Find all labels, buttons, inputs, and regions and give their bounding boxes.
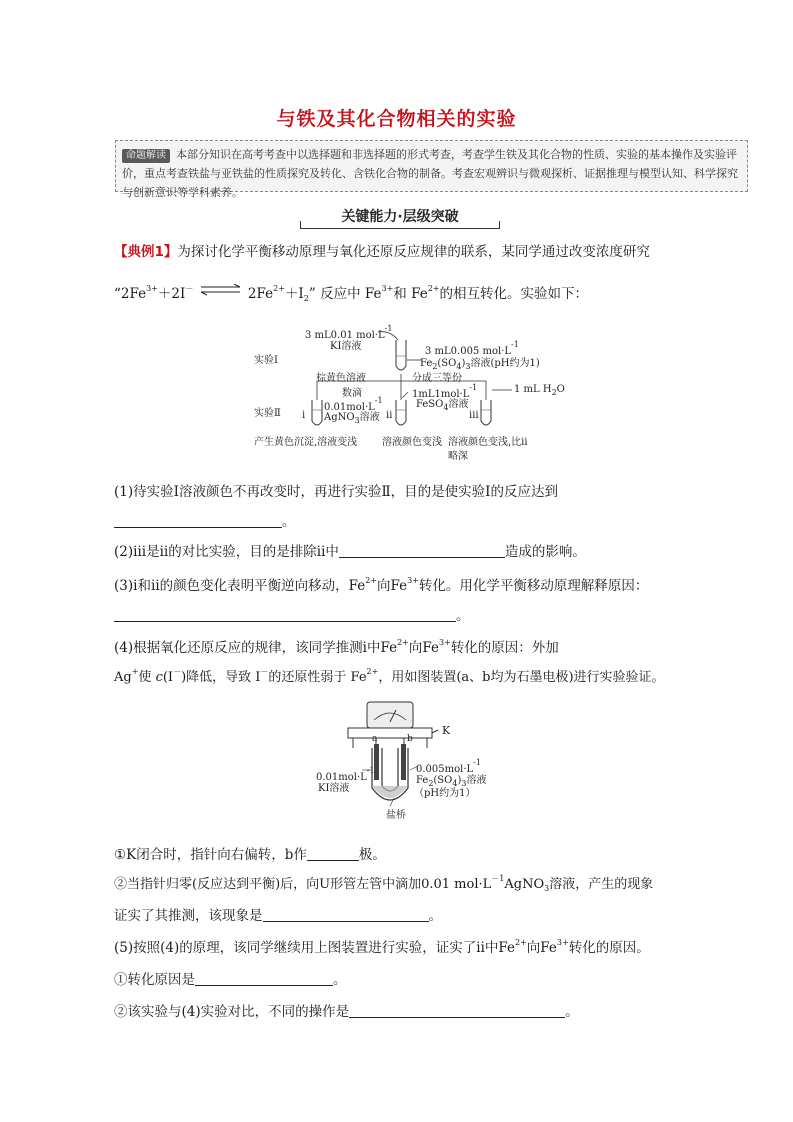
answer-blank-4-2[interactable]	[263, 907, 429, 922]
intro-box	[115, 140, 748, 199]
eq-sub: 2	[303, 294, 309, 303]
eq-charge: 3+	[146, 284, 158, 293]
question-4-line-2: Ag+使 c(I－)降低，导致 I－的还原性弱于 $Fe^{2+}$，用如图装置(a、b均为石墨电极)进行实验验证。	[114, 667, 665, 685]
tube-iii-label: ⅲ	[469, 410, 479, 421]
question-4-1: ①K闭合时，指针向右偏转，b作 极。	[114, 847, 386, 863]
eq-charge: 3+	[381, 284, 394, 293]
answer-blank-4-1[interactable]	[307, 846, 359, 861]
tube-ii-label: ⅱ	[386, 410, 393, 421]
question-5: (5)按照(4)的原理，该同学继续用上图装置进行实验，证实了ⅱ中$Fe^{2+}$向$Fe^{3+}$转化的原因。	[114, 938, 650, 956]
switch-k: K	[442, 724, 451, 737]
result-iii: 溶液颜色变浅,比ⅱ	[448, 437, 528, 448]
ki-concentration: 3 mL0.01 $mol\cdot L^{-1}$	[305, 324, 393, 341]
electrode-b: b	[407, 734, 413, 744]
eq-charge: －	[185, 284, 194, 293]
fe-name: $Fe_2(SO_4)_3$溶液(pH约为1)	[420, 358, 540, 371]
equation-line	[114, 282, 588, 303]
exp2-label: 实验Ⅱ	[254, 408, 281, 419]
eq-tail: 的相互转化。实验如下：	[439, 286, 588, 302]
answer-blank-1[interactable]	[114, 513, 282, 528]
eq-tail: ” 反应中 Fe	[308, 286, 382, 302]
right-solution: $Fe_2(SO_4)_3$溶液	[416, 775, 487, 788]
answer-blank-5-1[interactable]	[195, 971, 333, 986]
result-ii: 溶液颜色变浅	[382, 437, 442, 448]
experiment-diagram	[250, 318, 565, 463]
question-2: (2)ⅲ是ⅱ的对比实验，目的是排除ⅱ中 造成的影响。	[114, 544, 586, 560]
answer-blank-5-2[interactable]	[349, 1003, 565, 1018]
eq-charge: 2+	[273, 284, 285, 293]
question-5-1: ①转化原因是 。	[114, 972, 347, 988]
question-1: (1)待实验Ⅰ溶液颜色不再改变时，再进行实验Ⅱ，目的是使实验Ⅰ的反应达到	[114, 484, 558, 500]
question-4-2-line-2: 证实了其推测，该现象是 。	[114, 908, 442, 924]
electrode-a: a	[372, 734, 378, 744]
example-line-1	[114, 240, 650, 260]
result-iii-2: 略深	[448, 451, 468, 462]
feso4-name: FeSO$_4$溶液	[416, 399, 469, 412]
example-text: 为探讨化学平衡移动原理与氧化还原反应规律的联系，某同学通过改变浓度研究	[177, 244, 650, 260]
question-5-2: ②该实验与(4)实验对比，不同的操作是 。	[114, 1004, 579, 1020]
right-ph: （pH约为1）	[414, 788, 476, 799]
question-3: (3)ⅰ和ⅱ的颜色变化表明平衡逆向移动，$Fe^{2+}$向$Fe^{3+}$转化。用化学平衡移动原理解释原因：	[114, 576, 649, 594]
tube-i-label: ⅰ	[302, 410, 306, 421]
drops-label: 数滴	[342, 388, 362, 399]
ki-name: KI溶液	[330, 341, 362, 352]
intro-badge: 命题解读	[122, 149, 170, 163]
right-concentration: $0.005mol\cdot L^{-1}$	[416, 758, 481, 775]
left-solution: KI溶液	[318, 783, 350, 794]
split-label: 分成三等份	[412, 373, 462, 384]
eq-left: “2Fe	[114, 286, 147, 302]
answer-blank-3[interactable]	[114, 607, 456, 622]
eq-right-rest: ＋I	[284, 286, 304, 302]
agno3-concentration: $0.01mol\cdot L^{-1}$	[324, 396, 383, 413]
agno3-name: AgNO$_3$溶液	[324, 412, 380, 425]
left-concentration: $0.01mol\cdot L^{-1}$	[316, 766, 375, 783]
section-heading-text: 关键能力·层级突破	[337, 209, 462, 225]
salt-bridge-label: 盐桥	[386, 810, 406, 821]
feso4-concentration: $1mL1mol\cdot L^{-1}$	[412, 383, 478, 400]
intro-text: 本部分知识在高考考查中以选择题和非选择题的形式考查，考查学生铁及其化合物的性质、实验的基本操作及实验评价，重点考查铁盐与亚铁盐的性质探究及转化、含铁化合物的制备。考查宏观辨识与微观探析、证据推理与模型认知、科学探究与创新意识等学科素养。	[122, 148, 738, 199]
question-4-2: ②当指针归零(反应达到平衡)后，向U形管左管中滴加0.01 $mol\cdot L^{-1}AgNO_3$溶液，产生的现象	[114, 874, 654, 893]
page-title: 与铁及其化合物相关的实验	[276, 108, 517, 130]
brown-solution: 棕黄色溶液	[316, 373, 366, 384]
section-heading	[300, 205, 500, 229]
eq-left-rest: ＋2I	[157, 286, 186, 302]
cell-diagram	[310, 700, 487, 821]
question-1-answer-line: 。	[114, 510, 296, 530]
result-i: 产生黄色沉淀,溶液变浅	[254, 437, 358, 448]
exp1-label: 实验Ⅰ	[254, 355, 278, 366]
fe-concentration: 3 mL0.005 $mol\cdot L^{-1}$	[425, 340, 519, 357]
question-4: (4)根据氧化还原反应的规律，该同学推测ⅰ中$Fe^{2+}$向$Fe^{3+}$转化的原因：外加	[114, 638, 559, 656]
eq-right: 2Fe	[247, 286, 274, 302]
equilibrium-arrow-icon	[200, 284, 242, 296]
eq-charge: 2+	[427, 284, 440, 293]
question-3-answer-line: 。	[114, 604, 470, 624]
example-label: 【典例1】	[114, 244, 178, 260]
answer-blank-2[interactable]	[339, 543, 505, 558]
eq-tail: 和 Fe	[393, 286, 428, 302]
water-label: 1 mL $H_2O$	[514, 384, 565, 397]
